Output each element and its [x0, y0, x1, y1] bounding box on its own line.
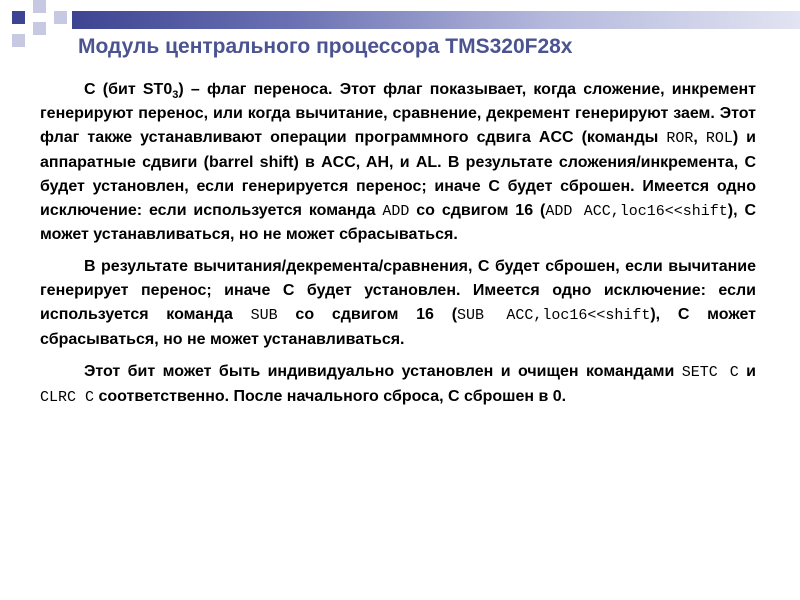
- code-rol: ROL: [705, 129, 733, 147]
- code-add: ADD: [382, 202, 410, 220]
- code-sub: SUB: [250, 307, 278, 325]
- text-span: и: [738, 362, 757, 380]
- text-span: ), C может сбрасываться, но не может устанавливаться.: [40, 306, 756, 349]
- square-light-2: [54, 11, 67, 24]
- decorative-squares: [0, 0, 70, 60]
- square-light-4: [12, 34, 25, 47]
- code-clrc: CLRC C: [40, 388, 95, 406]
- square-dark-1: [12, 11, 25, 24]
- text-span: В результате вычитания/декремента/сравнения, C будет сброшен, если вычитание генерирует перенос; иначе C будет установлен. Имеется одно исключение: если используется команда: [40, 258, 756, 324]
- paragraph-subtract: [40, 255, 756, 352]
- slide-body: [40, 78, 756, 418]
- slide-title: Модуль центрального процессора TMS320F28x: [78, 35, 573, 58]
- text-span: ,: [693, 128, 706, 146]
- text-span: соответственно. После начального сброса, C сброшен в 0.: [94, 387, 567, 405]
- text-span: ) и аппаратные сдвиги (barrel shift) в ACC, AH, и AL. В результате сложения/инкремента, C будет установлен, если генерируется перенос; иначе C будет сброшен. Имеется одно исключение: если используется команда: [40, 128, 757, 219]
- code-setc: SETC C: [681, 363, 739, 381]
- paragraph-carry-flag: [40, 78, 756, 247]
- paragraph-setc-clrc: [40, 360, 756, 410]
- code-sub-acc: SUB ACC,loc16<<shift: [457, 307, 651, 325]
- subscript: 3: [172, 89, 179, 102]
- square-light-1: [33, 0, 46, 13]
- code-ror: ROR: [666, 129, 694, 147]
- square-light-3: [33, 22, 46, 35]
- text-span: со сдвигом 16 (: [277, 306, 458, 324]
- text-span: со сдвигом 16 (: [409, 201, 546, 219]
- text-span: Этот бит может быть индивидуально установлен и очищен командами: [84, 362, 682, 380]
- text-span: ), C может устанавливаться, но не может сбрасываться.: [40, 201, 757, 244]
- title-gradient-band: [72, 11, 800, 29]
- text-span: C (бит ST0: [84, 81, 173, 98]
- code-add-acc: ADD ACC,loc16<<shift: [545, 202, 728, 220]
- text-span: ) – флаг переноса. Этот флаг показывает, когда сложение, инкремент генерируют перенос, или когда вычитание, сравнение, декремент генерируют заем. Этот флаг также устанавливают операции программного сдвига ACC (команды: [40, 81, 757, 146]
